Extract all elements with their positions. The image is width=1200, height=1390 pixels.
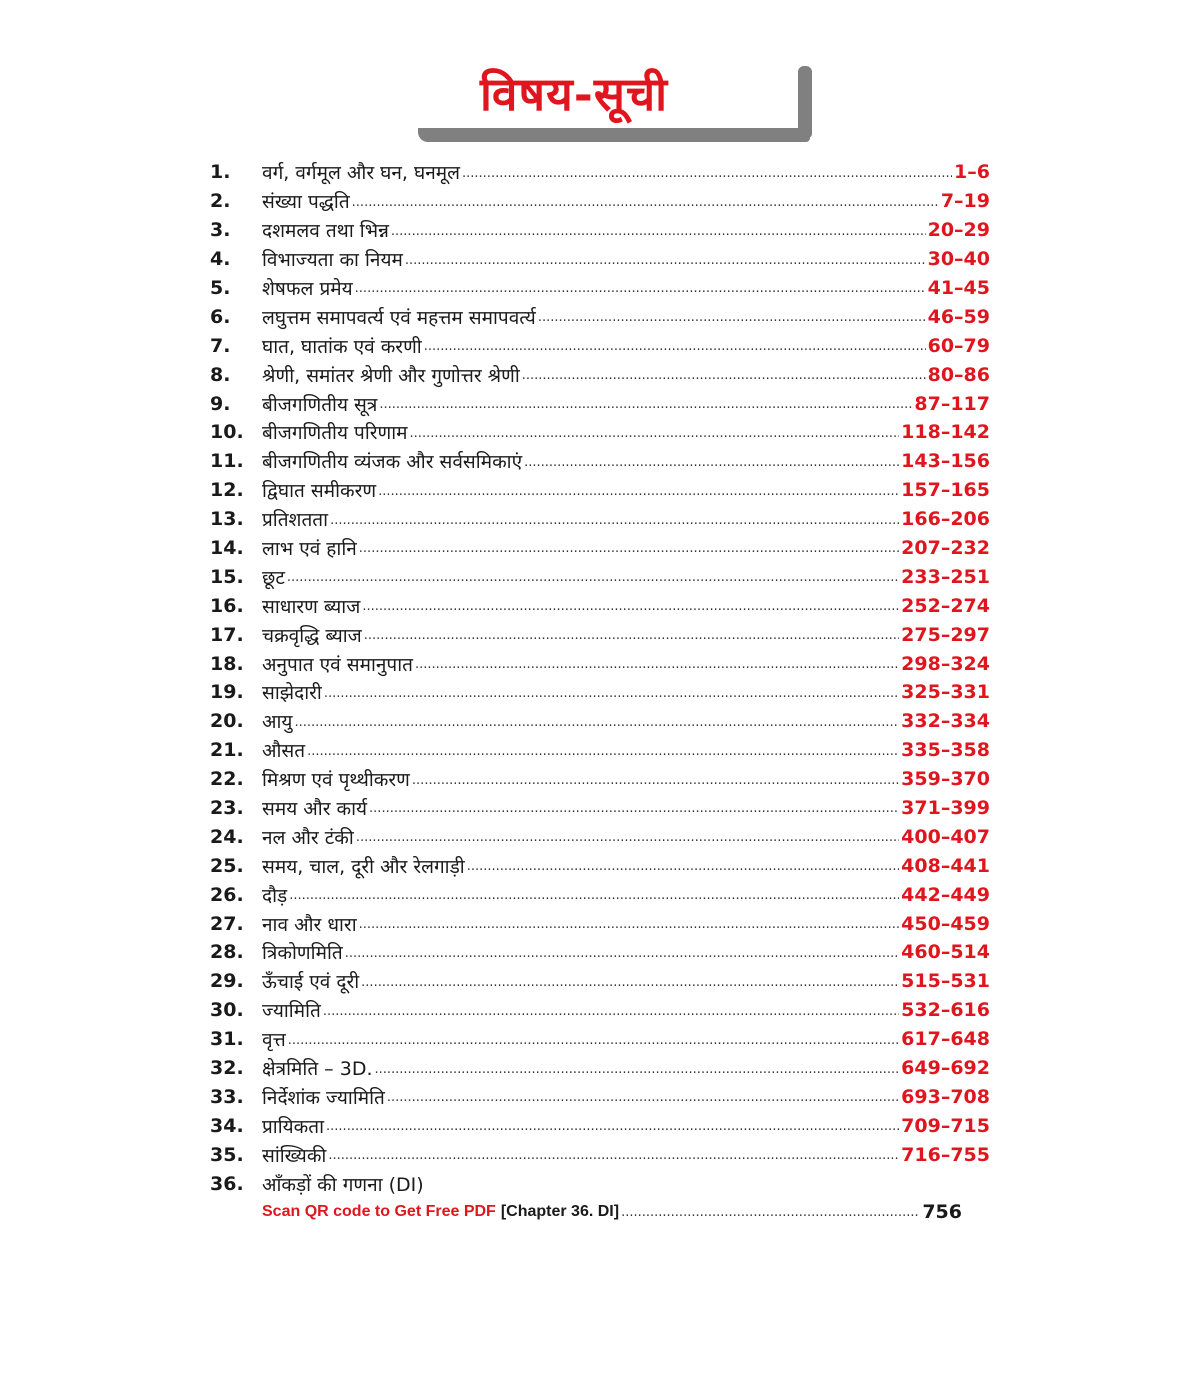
toc-row[interactable] (210, 591, 990, 620)
chapter-number: 2. (210, 190, 231, 213)
chapter-number: 29. (210, 970, 244, 993)
banner-frame-bottom (418, 128, 810, 142)
chapter-number: 19. (210, 681, 244, 704)
toc-row[interactable] (210, 909, 990, 938)
chapter-number: 31. (210, 1028, 244, 1051)
leader-dots (412, 773, 899, 794)
chapter-pages: 60–79 (927, 334, 990, 357)
chapter-title: ऊँचाई एवं दूरी (262, 971, 360, 994)
leader-dots (374, 1062, 899, 1083)
chapter-number: 30. (210, 999, 244, 1022)
chapter-number: 8. (210, 363, 231, 386)
leader-dots (323, 1004, 899, 1025)
chapter-title: वृत्त (262, 1029, 286, 1052)
toc-row[interactable] (210, 794, 990, 823)
leader-dots (391, 224, 926, 245)
chapter-pages: 20–29 (927, 219, 990, 242)
chapter-title: शेषफल प्रमेय (262, 278, 353, 300)
chapter-number: 27. (210, 912, 244, 935)
leader-dots (405, 253, 926, 274)
toc-row[interactable] (210, 302, 990, 331)
chapter-pages: 515–531 (901, 970, 990, 993)
toc-row[interactable] (210, 476, 990, 505)
toc-row[interactable] (210, 649, 990, 678)
chapter-number: 10. (210, 421, 244, 444)
chapter-title: समय और कार्य (262, 798, 368, 821)
leader-dots (415, 657, 899, 678)
leader-dots (379, 397, 912, 418)
chapter-number: 23. (210, 797, 244, 820)
chapter-number: 7. (210, 334, 231, 357)
leader-dots (410, 426, 900, 447)
chapter-title: मिश्रण एवं पृथ्थीकरण (262, 769, 410, 792)
chapter-title: नाव और धारा (262, 913, 357, 936)
chapter-title: प्रायिकता (262, 1115, 325, 1138)
chapter-number: 11. (210, 450, 244, 473)
chapter-number: 4. (210, 248, 231, 271)
leader-dots (522, 368, 926, 389)
toc-row[interactable] (210, 1025, 990, 1054)
toc-row[interactable] (210, 707, 990, 736)
toc-row[interactable] (210, 938, 990, 967)
chapter-title: ज्यामिति (262, 1000, 321, 1023)
chapter-pages: 118–142 (901, 421, 990, 444)
toc-row[interactable] (210, 534, 990, 563)
leader-dots (462, 166, 952, 187)
toc-row[interactable] (210, 967, 990, 996)
toc-row[interactable] (210, 1083, 990, 1112)
chapter-pages: 617–648 (901, 1028, 990, 1051)
chapter-number: 35. (210, 1143, 244, 1166)
leader-dots (294, 715, 899, 736)
table-of-contents (210, 158, 990, 1226)
chapter-number: 14. (210, 537, 244, 560)
toc-row[interactable] (210, 418, 990, 447)
chapter-pages: 252–274 (901, 594, 990, 617)
leader-dots (361, 975, 899, 996)
leader-dots (289, 888, 899, 909)
chapter-pages: 166–206 (901, 508, 990, 531)
leader-dots (362, 599, 899, 620)
toc-row[interactable] (210, 1140, 990, 1169)
chapter-title: बीजगणितीय सूत्र (262, 393, 378, 416)
chapter-title: बीजगणितीय परिणाम (262, 422, 408, 445)
chapter-pages: 332–334 (901, 710, 990, 733)
chapter-pages: 143–156 (901, 450, 990, 473)
chapter-pages: 325–331 (901, 681, 990, 704)
toc-row[interactable] (210, 765, 990, 794)
chapter-number: 1. (210, 161, 231, 184)
chapter-number: 13. (210, 508, 244, 531)
chapter-title: निर्देशांक ज्यामिति (262, 1086, 385, 1109)
chapter-title: त्रिकोणमिति (262, 942, 343, 965)
chapter-number: 9. (210, 392, 231, 415)
leader-dots (359, 541, 899, 562)
toc-row[interactable] (210, 1054, 990, 1083)
chapter-number: 21. (210, 739, 244, 762)
toc-row[interactable] (210, 678, 990, 707)
chapter-number: 36. (210, 1172, 244, 1195)
chapter-number: 3. (210, 219, 231, 242)
toc-row[interactable] (210, 822, 990, 851)
leader-dots (328, 1148, 899, 1169)
chapter-pages: 460–514 (901, 941, 990, 964)
title-banner (418, 66, 812, 142)
chapter-pages: 709–715 (901, 1114, 990, 1137)
toc-row[interactable] (210, 851, 990, 880)
chapter-title: बीजगणितीय व्यंजक और सर्वसमिकाएं (262, 451, 523, 474)
chapter-title: लघुत्तम समापवर्त्य एवं महत्तम समापवर्त्य (262, 306, 536, 329)
chapter-pages: 7–19 (940, 190, 990, 213)
toc-row[interactable] (210, 562, 990, 591)
chapter-title: औसत (262, 740, 306, 763)
toc-row[interactable] (210, 1111, 990, 1140)
toc-row[interactable] (210, 245, 990, 274)
chapter-title: सांख्यिकी (262, 1144, 327, 1167)
chapter-title: विभाज्यता का नियम (262, 249, 403, 272)
chapter-title: आयु (262, 711, 293, 734)
chapter-title: साझेदारी (262, 682, 322, 705)
toc-row[interactable] (210, 447, 990, 476)
toc-row[interactable] (210, 620, 990, 649)
leader-dots (356, 830, 899, 851)
chapter-pages: 359–370 (901, 768, 990, 791)
chapter-title: आँकड़ों की गणना (DI) (262, 1173, 424, 1196)
chapter-title: समय, चाल, दूरी और रेलगाड़ी (262, 855, 465, 878)
chapter-pages: 87–117 (914, 392, 990, 415)
chapter-title: द्विघात समीकरण (262, 480, 377, 503)
toc-row[interactable] (210, 331, 990, 360)
chapter-number: 5. (210, 277, 231, 299)
chapter-number: 12. (210, 479, 244, 502)
toc-row[interactable] (210, 187, 990, 216)
chapter-pages: 450–459 (901, 912, 990, 935)
chapter-pages: 408–441 (901, 854, 990, 877)
chapter-title: लाभ एवं हानि (262, 538, 357, 561)
chapter-number: 18. (210, 652, 244, 675)
leader-dots (467, 859, 899, 880)
leader-dots (287, 570, 899, 591)
chapter-number: 25. (210, 854, 244, 877)
chapter-number: 22. (210, 768, 244, 791)
leader-dots (355, 281, 926, 302)
chapter-number: 33. (210, 1085, 244, 1108)
toc-row[interactable] (210, 389, 990, 418)
leader-dots (307, 744, 899, 765)
chapter-title: अनुपात एवं समानुपात (262, 653, 413, 676)
leader-dots (369, 801, 899, 822)
toc-row-last[interactable] (210, 1169, 990, 1198)
chapter-number: 24. (210, 825, 244, 848)
chapter-number: 26. (210, 883, 244, 906)
leader-dots (345, 946, 899, 967)
chapter-pages: 1–6 (954, 161, 990, 184)
chapter-number: 20. (210, 710, 244, 733)
chapter-pages: 233–251 (901, 565, 990, 588)
chapter-number: 32. (210, 1057, 244, 1080)
chapter-pages: 532–616 (901, 999, 990, 1022)
chapter-title: वर्ग, वर्गमूल और घन, घनमूल (262, 162, 461, 185)
chapter-pages: 207–232 (901, 537, 990, 560)
chapter-title: नल और टंकी (262, 826, 354, 849)
chapter-number: 16. (210, 594, 244, 617)
toc-row[interactable] (210, 736, 990, 765)
leader-dots (424, 339, 926, 360)
toc-row[interactable] (210, 216, 990, 245)
chapter-pages: 80–86 (927, 363, 990, 386)
qr-scan-text[interactable]: Scan QR code to Get Free PDF (262, 1203, 496, 1221)
chapter-pages: 30–40 (927, 248, 990, 271)
chapter-title: घात, घातांक एवं करणी (262, 335, 422, 358)
leader-dots (621, 1205, 920, 1226)
chapter-number: 17. (210, 623, 244, 646)
chapter-title: दशमलव तथा भिन्न (262, 220, 389, 243)
chapter-title: साधारण ब्याज (262, 595, 361, 618)
chapter-title: क्षेत्रमिति – 3D. (262, 1058, 373, 1081)
chapter-number: 28. (210, 941, 244, 964)
chapter-pages: 442–449 (901, 883, 990, 906)
qr-note-row[interactable] (210, 1198, 962, 1226)
chapter-title: प्रतिशतता (262, 509, 329, 532)
toc-row[interactable] (210, 996, 990, 1025)
leader-dots (352, 195, 939, 216)
leader-dots (324, 686, 899, 707)
chapter-pages: 716–755 (901, 1143, 990, 1166)
chapter-pages: 298–324 (901, 652, 990, 675)
leader-dots (378, 484, 899, 505)
chapter-pages: 371–399 (901, 797, 990, 820)
toc-row[interactable] (210, 158, 990, 187)
leader-dots (538, 310, 926, 331)
chapter-pages: 756 (922, 1201, 962, 1224)
leader-dots (330, 513, 899, 534)
toc-row[interactable] (210, 505, 990, 534)
chapter-title: छूट (262, 566, 285, 589)
chapter-pages: 41–45 (927, 277, 990, 299)
leader-dots (364, 628, 899, 649)
chapter-title: चक्रवृद्धि ब्याज (262, 624, 362, 647)
chapter-pages: 400–407 (901, 825, 990, 848)
leader-dots (288, 1033, 899, 1054)
chapter-number: 6. (210, 305, 231, 328)
chapter-title: संख्या पद्धति (262, 191, 350, 214)
leader-dots (387, 1090, 899, 1111)
toc-row[interactable] (210, 360, 990, 389)
leader-dots (524, 455, 899, 476)
chapter-number: 34. (210, 1114, 244, 1137)
chapter-number: 15. (210, 565, 244, 588)
leader-dots (326, 1119, 899, 1140)
chapter-pages: 693–708 (901, 1085, 990, 1108)
chapter-pages: 335–358 (901, 739, 990, 762)
chapter-pages: 275–297 (901, 623, 990, 646)
chapter-pages: 157–165 (901, 479, 990, 502)
chapter-pages: 46–59 (927, 305, 990, 328)
leader-dots (359, 917, 900, 938)
chapter-title: श्रेणी, समांतर श्रेणी और गुणोत्तर श्रेणी (262, 364, 520, 387)
toc-row[interactable] (210, 880, 990, 909)
chapter-title: दौड़ (262, 884, 288, 907)
page-title: विषय-सूची (480, 67, 669, 121)
toc-row[interactable] (210, 274, 990, 303)
chapter-pages: 649–692 (901, 1057, 990, 1080)
qr-chapter-ref: [Chapter 36. DI] (500, 1203, 620, 1221)
